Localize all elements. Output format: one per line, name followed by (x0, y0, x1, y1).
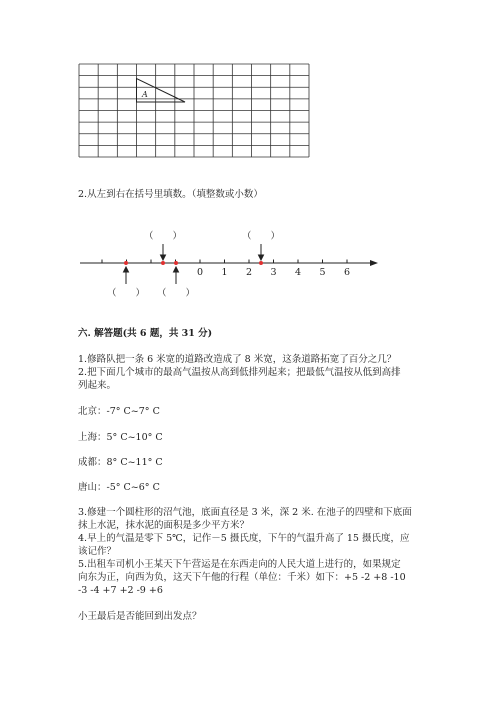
question-6-5-line-1: 5.出租车司机小王某天下午营运是在东西走向的人民大道上进行的，如果规定 (78, 559, 401, 570)
question-6-4-line-2: 该记作？ (78, 546, 117, 557)
city-tangshan: 唐山：-5° C~6° C (78, 482, 160, 493)
number-line-tick-label: 5 (319, 267, 326, 278)
number-line-tick-label: 3 (270, 267, 277, 278)
question-6-3-line-1: 3.修建一个圆柱形的沼气池，底面直径是 3 米，深 2 米. 在池子的四壁和下底面 (78, 507, 412, 518)
number-line-tick-label: 1 (221, 267, 228, 278)
question-2-title: 2.从左到右在括号里填数。（填整数或小数） (78, 189, 263, 200)
blank-top-left: （ ） (143, 231, 183, 242)
number-line-tick-label: 6 (343, 267, 351, 278)
down-arrow-right-head (259, 255, 264, 260)
city-chengdu: 成都：8° C~11° C (78, 457, 163, 468)
square-grid (78, 63, 312, 158)
number-line-arrowhead (370, 260, 378, 266)
question-6-4-line-1: 4.早上的气温是零下 5℃，记作－5 摄氏度，下午的气温升高了 15 摄氏度，应 (78, 533, 410, 544)
number-line-tick-label: 0 (196, 267, 204, 278)
question-6-5-line-3: -3 -4 +7 +2 -9 +6 (78, 585, 163, 596)
triangle-label: A (142, 90, 148, 99)
number-line (80, 228, 380, 303)
question-6-5-question: 小王最后是否能回到出发点？ (78, 611, 202, 622)
city-beijing: 北京：-7° C~7° C (78, 406, 160, 417)
city-shanghai: 上海：5° C~10° C (78, 432, 163, 443)
number-line-point (124, 261, 128, 265)
number-line-point (174, 261, 178, 265)
up-arrow-middle-head (174, 267, 179, 272)
number-line-tick-label: 4 (294, 267, 302, 278)
question-6-5-line-2: 向东为正，向西为负，这天下午他的行程（单位：千米）如下：+5 -2 +8 -10 (78, 572, 406, 583)
blank-bottom-left: （ ） (106, 288, 146, 299)
down-arrow-left-head (161, 255, 166, 260)
section-6-heading: 六. 解答题(共 6 题，共 31 分) (78, 328, 213, 339)
up-arrow-left-head (124, 267, 129, 272)
number-line-point (161, 261, 165, 265)
number-line-point (259, 261, 263, 265)
number-line-tick-label: 2 (245, 267, 253, 278)
question-6-1: 1.修路队把一条 6 米宽的道路改造成了 8 米宽，这条道路拓宽了百分之几？ (78, 354, 397, 365)
question-6-2-line-2: 列起来。 (78, 380, 117, 391)
blank-bottom-middle: （ ） (156, 288, 196, 299)
question-6-2-line-1: 2.把下面几个城市的最高气温按从高到低排列起来；把最低气温按从低到高排 (78, 367, 401, 378)
question-6-3-line-2: 抹上水泥，抹水泥的面积是多少平方米？ (78, 520, 250, 531)
blank-top-right: （ ） (241, 231, 281, 242)
